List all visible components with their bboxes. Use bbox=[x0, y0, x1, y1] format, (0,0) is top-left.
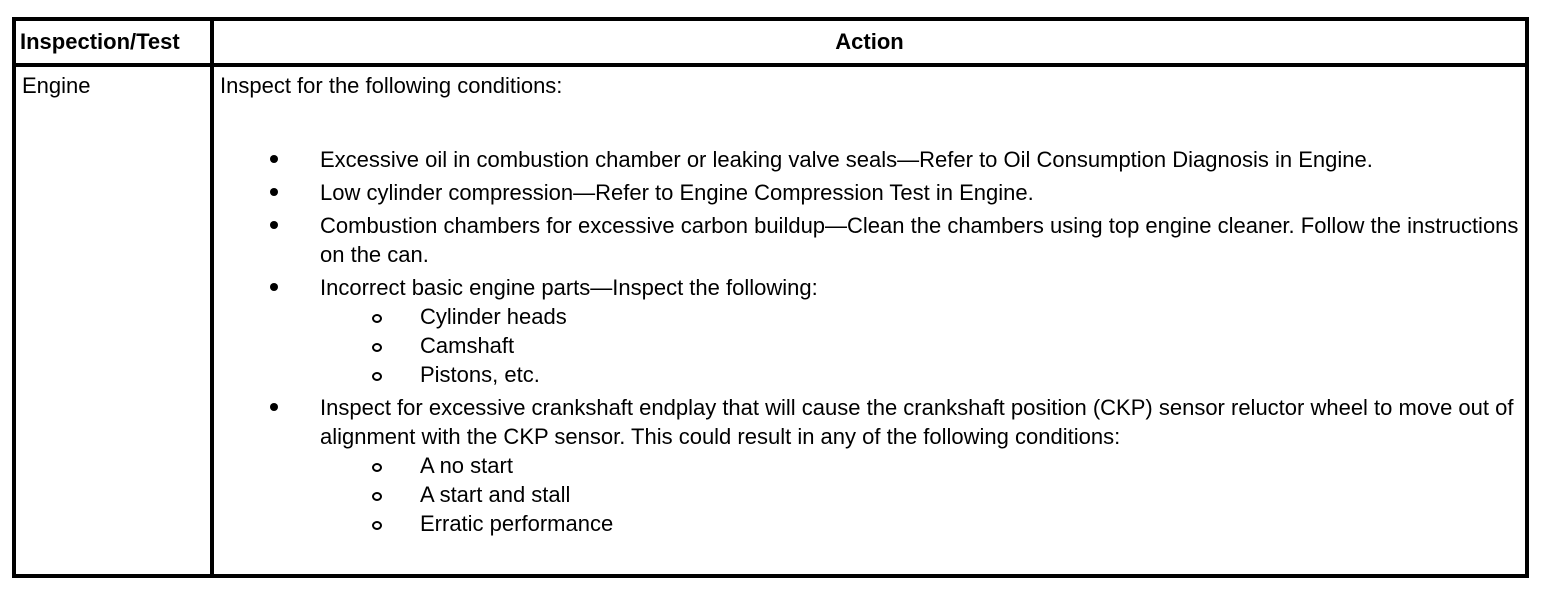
bullet-circle-icon bbox=[372, 463, 382, 472]
inspection-table bbox=[12, 17, 1529, 578]
sub-condition-text: A start and stall bbox=[420, 482, 571, 507]
bullet-dot-icon bbox=[270, 188, 278, 196]
bullet-circle-icon bbox=[372, 521, 382, 530]
sub-condition-item bbox=[320, 331, 1520, 360]
sub-condition-item bbox=[320, 302, 1520, 331]
bullet-dot-icon bbox=[270, 221, 278, 229]
bullet-circle-icon bbox=[372, 492, 382, 501]
bullet-dot-icon bbox=[270, 155, 278, 163]
sub-condition-item bbox=[320, 360, 1520, 389]
action-intro: Inspect for the following conditions: bbox=[220, 73, 563, 98]
condition-item bbox=[270, 393, 1520, 538]
condition-text: Excessive oil in combustion chamber or leaking valve seals—Refer to Oil Consumption Diagnosis in Engine. bbox=[320, 147, 1373, 172]
header-row bbox=[16, 21, 1525, 67]
bullet-dot-icon bbox=[270, 403, 278, 411]
condition-text: Inspect for excessive crankshaft endplay that will cause the crankshaft position (CKP) sensor reluctor wheel to move out of alignment with the CKP sensor. This could result in any of the following conditions: bbox=[320, 395, 1514, 449]
sub-condition-text: Camshaft bbox=[420, 333, 515, 358]
header-inspection-test: Inspection/Test bbox=[20, 29, 180, 54]
condition-list bbox=[270, 145, 1520, 542]
bullet-circle-icon bbox=[372, 372, 382, 381]
bullet-circle-icon bbox=[372, 343, 382, 352]
header-action: Action bbox=[835, 29, 904, 54]
bullet-dot-icon bbox=[270, 283, 278, 291]
sub-condition-text: Cylinder heads bbox=[420, 304, 567, 329]
row-inspection-engine: Engine bbox=[22, 73, 91, 98]
sub-condition-text: Erratic performance bbox=[420, 511, 614, 536]
condition-item bbox=[270, 178, 1520, 207]
sub-condition-list bbox=[320, 302, 1520, 389]
row-action-cell bbox=[220, 73, 1520, 536]
sub-condition-item bbox=[320, 480, 1520, 509]
condition-item bbox=[270, 211, 1520, 269]
sub-condition-text: A no start bbox=[420, 453, 513, 478]
column-divider bbox=[210, 21, 214, 574]
condition-text: Low cylinder compression—Refer to Engine Compression Test in Engine. bbox=[320, 180, 1034, 205]
bullet-circle-icon bbox=[372, 314, 382, 323]
sub-condition-text: Pistons, etc. bbox=[420, 362, 540, 387]
condition-text: Combustion chambers for excessive carbon buildup—Clean the chambers using top engine cleaner. Follow the instructions on the can. bbox=[320, 213, 1519, 267]
condition-text: Incorrect basic engine parts—Inspect the following: bbox=[320, 275, 818, 300]
condition-item bbox=[270, 145, 1520, 174]
sub-condition-item bbox=[320, 451, 1520, 480]
sub-condition-list bbox=[320, 451, 1520, 538]
condition-item bbox=[270, 273, 1520, 389]
sub-condition-item bbox=[320, 509, 1520, 538]
